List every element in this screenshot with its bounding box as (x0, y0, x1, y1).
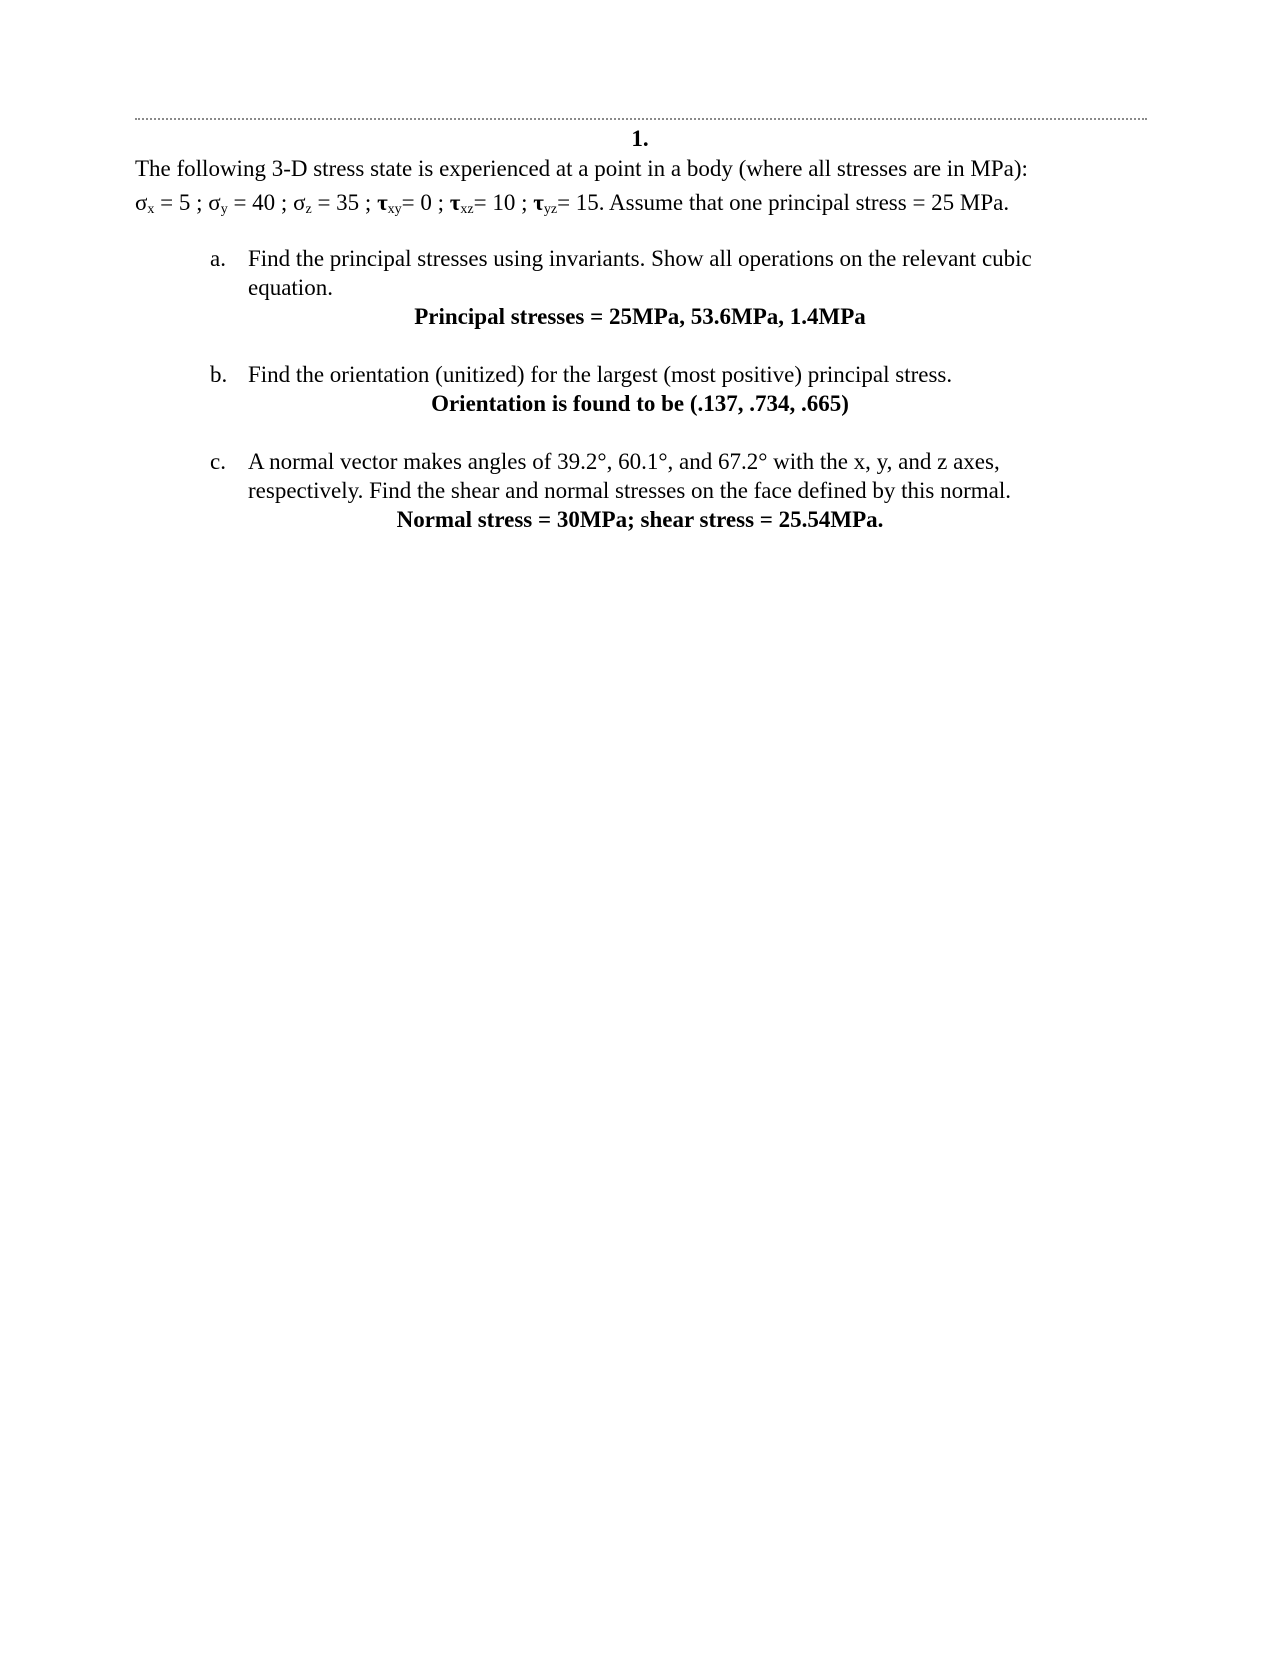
part-text: A normal vector makes angles of 39.2°, 60.1°, and 67.2° with the x, y, and z axes, respectively. Find the shear and normal stresses on the face defined by this normal. (248, 449, 1012, 503)
sigma-y-value: = 40 ; (227, 190, 294, 215)
sigma-x-value: = 5 ; (154, 190, 209, 215)
tau-xz-subscript: xz (460, 202, 474, 217)
tau-yz-value: = 15. Assume that one principal stress = 25 MPa. (557, 190, 1010, 215)
tau-xz-symbol: τ (449, 190, 461, 215)
tau-xy-symbol: τ (377, 190, 388, 215)
sigma-x-symbol: σ (135, 190, 148, 215)
sigma-z-value: = 35 ; (311, 190, 378, 215)
problem-statement (135, 152, 1175, 220)
sigma-z-subscript: z (305, 202, 312, 217)
tau-xz-value: = 10 ; (473, 190, 534, 215)
part-text: Find the principal stresses using invariants. Show all operations on the relevant cubic equation. (248, 246, 1032, 300)
answer-c: Normal stress = 30MPa; shear stress = 25.54MPa. (396, 507, 884, 532)
question-number: 1. (631, 126, 649, 151)
sigma-y-subscript: y (220, 202, 228, 217)
answer-a: Principal stresses = 25MPa, 53.6MPa, 1.4MPa (414, 304, 866, 329)
sigma-z-symbol: σ (293, 190, 306, 215)
tau-yz-subscript: yz (543, 202, 558, 217)
answer-b: Orientation is found to be (.137, .734, .665) (431, 391, 849, 416)
sigma-y-symbol: σ (208, 190, 221, 215)
dotted-divider (135, 118, 1147, 120)
intro-line: The following 3-D stress state is experienced at a point in a body (where all stresses are in MPa): (135, 156, 1028, 181)
part-marker: a. (210, 246, 226, 271)
tau-yz-symbol: τ (533, 190, 544, 215)
part-marker: b. (210, 362, 228, 387)
tau-xy-value: = 0 ; (401, 190, 450, 215)
sigma-x-subscript: x (147, 202, 155, 217)
part-marker: c. (210, 449, 226, 474)
stress-state-line (135, 186, 1175, 220)
part-text: Find the orientation (unitized) for the largest (most positive) principal stress. (248, 362, 953, 387)
tau-xy-subscript: xy (387, 202, 402, 217)
